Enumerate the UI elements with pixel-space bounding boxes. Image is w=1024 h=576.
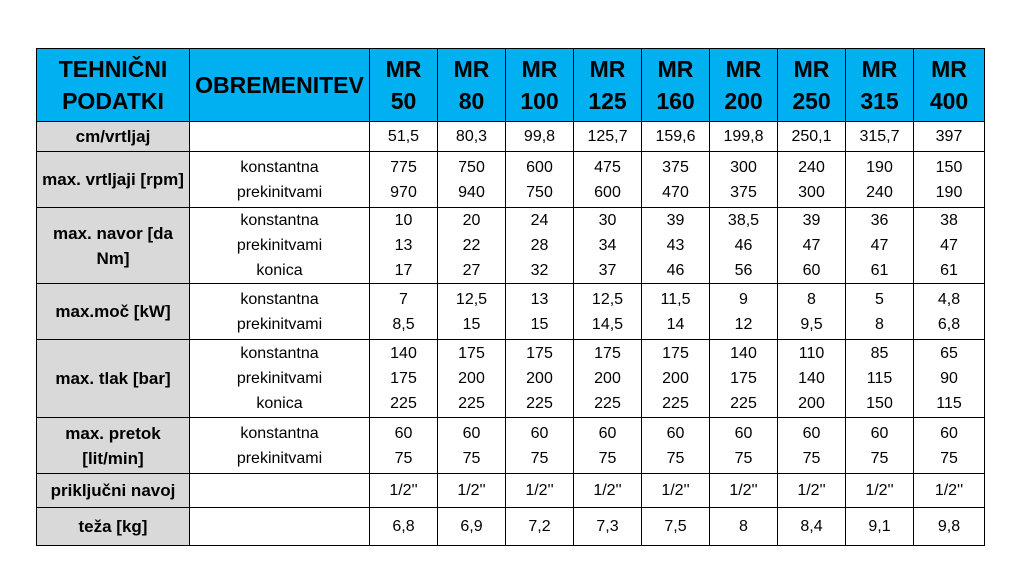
value: 7	[399, 290, 408, 308]
value-cell	[642, 208, 710, 284]
value: 46	[734, 237, 753, 254]
value-cell	[778, 474, 846, 508]
load-type: konstantna	[240, 345, 319, 362]
value: 225	[390, 395, 417, 412]
value: 1/2''	[934, 482, 964, 499]
value-cell	[846, 474, 914, 508]
value: 110	[798, 345, 825, 362]
value: 60	[462, 424, 481, 442]
value: 20	[462, 212, 481, 229]
value: 225	[662, 395, 689, 412]
value-cell	[506, 284, 574, 340]
row-label: max. tlak [bar]	[37, 340, 190, 418]
value-cell	[506, 152, 574, 208]
value: 75	[666, 449, 685, 467]
value: 60	[394, 424, 413, 442]
value: 7,3	[596, 518, 619, 535]
value: 27	[462, 262, 481, 279]
value: 1/2''	[661, 482, 690, 499]
value: 60	[666, 424, 685, 442]
value: 175	[662, 345, 689, 362]
table-row	[37, 152, 985, 208]
value-cell	[506, 340, 574, 418]
value: 750	[526, 183, 553, 201]
value: 75	[870, 449, 889, 467]
load-cell	[190, 152, 370, 208]
value-cell	[506, 418, 574, 474]
value-cell	[370, 418, 438, 474]
value: 36	[870, 212, 889, 229]
value: 4,8	[937, 290, 961, 308]
load-type: konstantna	[240, 158, 319, 176]
value: 11,5	[660, 290, 691, 308]
value: 970	[390, 183, 417, 201]
value-cell	[370, 340, 438, 418]
value: 8	[739, 518, 748, 535]
value: 125,7	[587, 128, 628, 145]
value-cell	[438, 508, 506, 546]
value-cell	[846, 340, 914, 418]
value: 22	[462, 237, 481, 254]
value-cell	[506, 474, 574, 508]
table-row	[37, 208, 985, 284]
header-technical-data: TEHNIČNI PODATKI	[37, 49, 190, 122]
value: 60	[802, 262, 821, 279]
load-type: prekinitvami	[236, 183, 323, 201]
load-cell	[190, 340, 370, 418]
value-cell	[642, 122, 710, 152]
value-cell	[778, 340, 846, 418]
value: 75	[598, 449, 617, 467]
value-cell	[778, 508, 846, 546]
value: 39	[802, 212, 821, 229]
value-cell	[914, 474, 985, 508]
load-type: prekinitvami	[236, 370, 323, 387]
value-cell	[506, 508, 574, 546]
value: 24	[530, 212, 549, 229]
value: 140	[730, 345, 757, 362]
value-cell	[370, 508, 438, 546]
value-cell	[438, 122, 506, 152]
value: 80,3	[455, 128, 488, 145]
value: 240	[866, 183, 893, 201]
value: 47	[870, 237, 889, 254]
value: 470	[662, 183, 689, 201]
value-cell	[642, 340, 710, 418]
value: 1/2''	[457, 482, 486, 499]
value-cell	[574, 122, 642, 152]
row-label: teža [kg]	[37, 508, 190, 546]
load-type: prekinitvami	[236, 449, 323, 467]
value-cell	[846, 418, 914, 474]
value-cell	[438, 284, 506, 340]
value-cell	[778, 284, 846, 340]
value-cell	[506, 122, 574, 152]
value: 75	[802, 449, 821, 467]
value: 140	[798, 370, 825, 387]
table-row	[37, 122, 985, 152]
table-row	[37, 508, 985, 546]
value: 8	[807, 290, 816, 308]
value-cell	[914, 340, 985, 418]
value: 75	[940, 449, 958, 467]
value: 65	[940, 345, 958, 362]
load-type: prekinitvami	[236, 315, 323, 333]
value: 47	[940, 237, 958, 254]
value: 60	[734, 424, 753, 442]
value: 190	[935, 183, 963, 201]
value: 200	[798, 395, 825, 412]
value: 56	[734, 262, 753, 279]
load-type: konica	[256, 395, 303, 412]
value: 375	[730, 183, 757, 201]
value: 6,8	[937, 315, 961, 333]
value: 10	[394, 212, 413, 229]
header-model: MR 160	[642, 49, 710, 122]
value: 1/2''	[525, 482, 554, 499]
value-cell	[778, 208, 846, 284]
value: 38	[940, 212, 958, 229]
value: 75	[734, 449, 753, 467]
value: 38,5	[727, 212, 760, 229]
value-cell	[914, 418, 985, 474]
value-cell	[846, 122, 914, 152]
value: 9,5	[800, 315, 823, 333]
value-cell	[914, 208, 985, 284]
value-cell	[914, 508, 985, 546]
value-cell	[370, 122, 438, 152]
table-body	[37, 122, 985, 546]
header-model: MR 400	[914, 49, 985, 122]
row-label: max.moč [kW]	[37, 284, 190, 340]
value: 30	[598, 212, 617, 229]
value: 60	[598, 424, 617, 442]
value: 225	[594, 395, 621, 412]
value: 85	[870, 345, 889, 362]
table-row	[37, 418, 985, 474]
value: 17	[394, 262, 413, 279]
value-cell	[914, 152, 985, 208]
load-cell	[190, 122, 370, 152]
value-cell	[710, 152, 778, 208]
value: 150	[866, 395, 893, 412]
value: 475	[594, 158, 621, 176]
load-cell	[190, 508, 370, 546]
value-cell	[778, 152, 846, 208]
value-cell	[710, 340, 778, 418]
value: 12,5	[455, 290, 488, 308]
value: 1/2''	[865, 482, 894, 499]
value: 32	[530, 262, 549, 279]
header-model: MR 80	[438, 49, 506, 122]
value: 60	[530, 424, 549, 442]
value-cell	[914, 122, 985, 152]
value-cell	[710, 208, 778, 284]
value-cell	[370, 152, 438, 208]
value: 8,4	[800, 518, 823, 535]
value-cell	[710, 508, 778, 546]
value: 12,5	[591, 290, 624, 308]
row-label: max. pretok [lit/min]	[37, 418, 190, 474]
value-cell	[846, 152, 914, 208]
load-type: konstantna	[240, 424, 319, 442]
value: 14	[666, 315, 685, 333]
value: 199,8	[723, 128, 764, 145]
value-cell	[710, 418, 778, 474]
table-row	[37, 474, 985, 508]
value: 75	[530, 449, 549, 467]
value: 90	[940, 370, 958, 387]
value: 39	[666, 212, 685, 229]
value: 28	[530, 237, 549, 254]
value: 99,8	[523, 128, 556, 145]
value-cell	[710, 284, 778, 340]
value: 61	[870, 262, 889, 279]
value-cell	[574, 508, 642, 546]
header-model: MR 125	[574, 49, 642, 122]
load-cell	[190, 474, 370, 508]
value: 60	[940, 424, 958, 442]
value: 225	[526, 395, 553, 412]
value-cell	[370, 284, 438, 340]
value: 43	[666, 237, 685, 254]
value: 46	[666, 262, 685, 279]
value: 775	[390, 158, 417, 176]
row-label: max. vrtljaji [rpm]	[37, 152, 190, 208]
value: 13	[394, 237, 413, 254]
value: 200	[594, 370, 621, 387]
value: 150	[935, 158, 963, 176]
value-cell	[914, 284, 985, 340]
value: 940	[458, 183, 485, 201]
value-cell	[438, 152, 506, 208]
value: 8,5	[392, 315, 415, 333]
value-cell	[574, 284, 642, 340]
load-type: konstantna	[240, 290, 319, 308]
value: 600	[526, 158, 553, 176]
value: 7,2	[528, 518, 551, 535]
row-label: cm/vrtljaj	[37, 122, 190, 152]
value: 1/2''	[729, 482, 758, 499]
value: 13	[530, 290, 549, 308]
value: 6,8	[392, 518, 415, 535]
value-cell	[370, 474, 438, 508]
value: 200	[662, 370, 689, 387]
load-cell	[190, 418, 370, 474]
value: 175	[730, 370, 757, 387]
value-cell	[642, 508, 710, 546]
value: 6,9	[460, 518, 483, 535]
value: 175	[458, 345, 485, 362]
value-cell	[438, 340, 506, 418]
value-cell	[574, 152, 642, 208]
value: 9,8	[937, 518, 961, 535]
value-cell	[574, 474, 642, 508]
value: 60	[802, 424, 821, 442]
value-cell	[846, 508, 914, 546]
value: 115	[866, 370, 893, 387]
value: 1/2''	[797, 482, 826, 499]
value: 175	[390, 370, 417, 387]
header-model: MR 200	[710, 49, 778, 122]
value: 75	[394, 449, 413, 467]
value: 34	[598, 237, 617, 254]
value: 37	[598, 262, 617, 279]
value: 1/2''	[593, 482, 622, 499]
value: 315,7	[859, 128, 900, 145]
header-model: MR 250	[778, 49, 846, 122]
value: 397	[935, 128, 963, 145]
value: 225	[730, 395, 757, 412]
value: 240	[798, 158, 825, 176]
value: 8	[875, 315, 884, 333]
value-cell	[846, 208, 914, 284]
value-cell	[438, 208, 506, 284]
value-cell	[710, 474, 778, 508]
load-type: prekinitvami	[236, 237, 323, 254]
value-cell	[846, 284, 914, 340]
load-type: konica	[256, 262, 303, 279]
value-cell	[574, 208, 642, 284]
value: 750	[458, 158, 485, 176]
header-model: MR 100	[506, 49, 574, 122]
row-label: priključni navoj	[37, 474, 190, 508]
value-cell	[438, 418, 506, 474]
value: 5	[875, 290, 884, 308]
header-model: MR 315	[846, 49, 914, 122]
value: 300	[798, 183, 825, 201]
value: 51,5	[387, 128, 420, 145]
specifications-table	[36, 48, 985, 546]
value: 1/2''	[389, 482, 418, 499]
value: 200	[458, 370, 485, 387]
value-cell	[438, 474, 506, 508]
table-row	[37, 340, 985, 418]
load-cell	[190, 208, 370, 284]
value: 175	[594, 345, 621, 362]
value-cell	[642, 152, 710, 208]
value: 75	[462, 449, 481, 467]
value: 175	[526, 345, 553, 362]
value: 300	[730, 158, 757, 176]
load-type: konstantna	[240, 212, 319, 229]
value: 115	[936, 395, 962, 412]
value: 159,6	[655, 128, 696, 145]
value: 250,1	[791, 128, 832, 145]
header-load: OBREMENITEV	[190, 49, 370, 122]
value-cell	[642, 474, 710, 508]
value: 14,5	[591, 315, 624, 333]
header-row	[37, 49, 985, 122]
value: 61	[940, 262, 958, 279]
load-cell	[190, 284, 370, 340]
value-cell	[574, 418, 642, 474]
value: 12	[734, 315, 753, 333]
value-cell	[370, 208, 438, 284]
value: 15	[462, 315, 481, 333]
row-label: max. navor [da Nm]	[37, 208, 190, 284]
value: 9	[739, 290, 748, 308]
value-cell	[506, 208, 574, 284]
value: 190	[866, 158, 893, 176]
value: 375	[662, 158, 689, 176]
value: 140	[390, 345, 417, 362]
value-cell	[710, 122, 778, 152]
value-cell	[778, 122, 846, 152]
value: 60	[870, 424, 889, 442]
value: 200	[526, 370, 553, 387]
value: 600	[594, 183, 621, 201]
value: 7,5	[664, 518, 687, 535]
value: 15	[530, 315, 549, 333]
value-cell	[642, 418, 710, 474]
value: 47	[802, 237, 821, 254]
value-cell	[778, 418, 846, 474]
value-cell	[574, 340, 642, 418]
value-cell	[642, 284, 710, 340]
table-row	[37, 284, 985, 340]
value: 9,1	[868, 518, 891, 535]
value: 225	[458, 395, 485, 412]
header-model: MR 50	[370, 49, 438, 122]
